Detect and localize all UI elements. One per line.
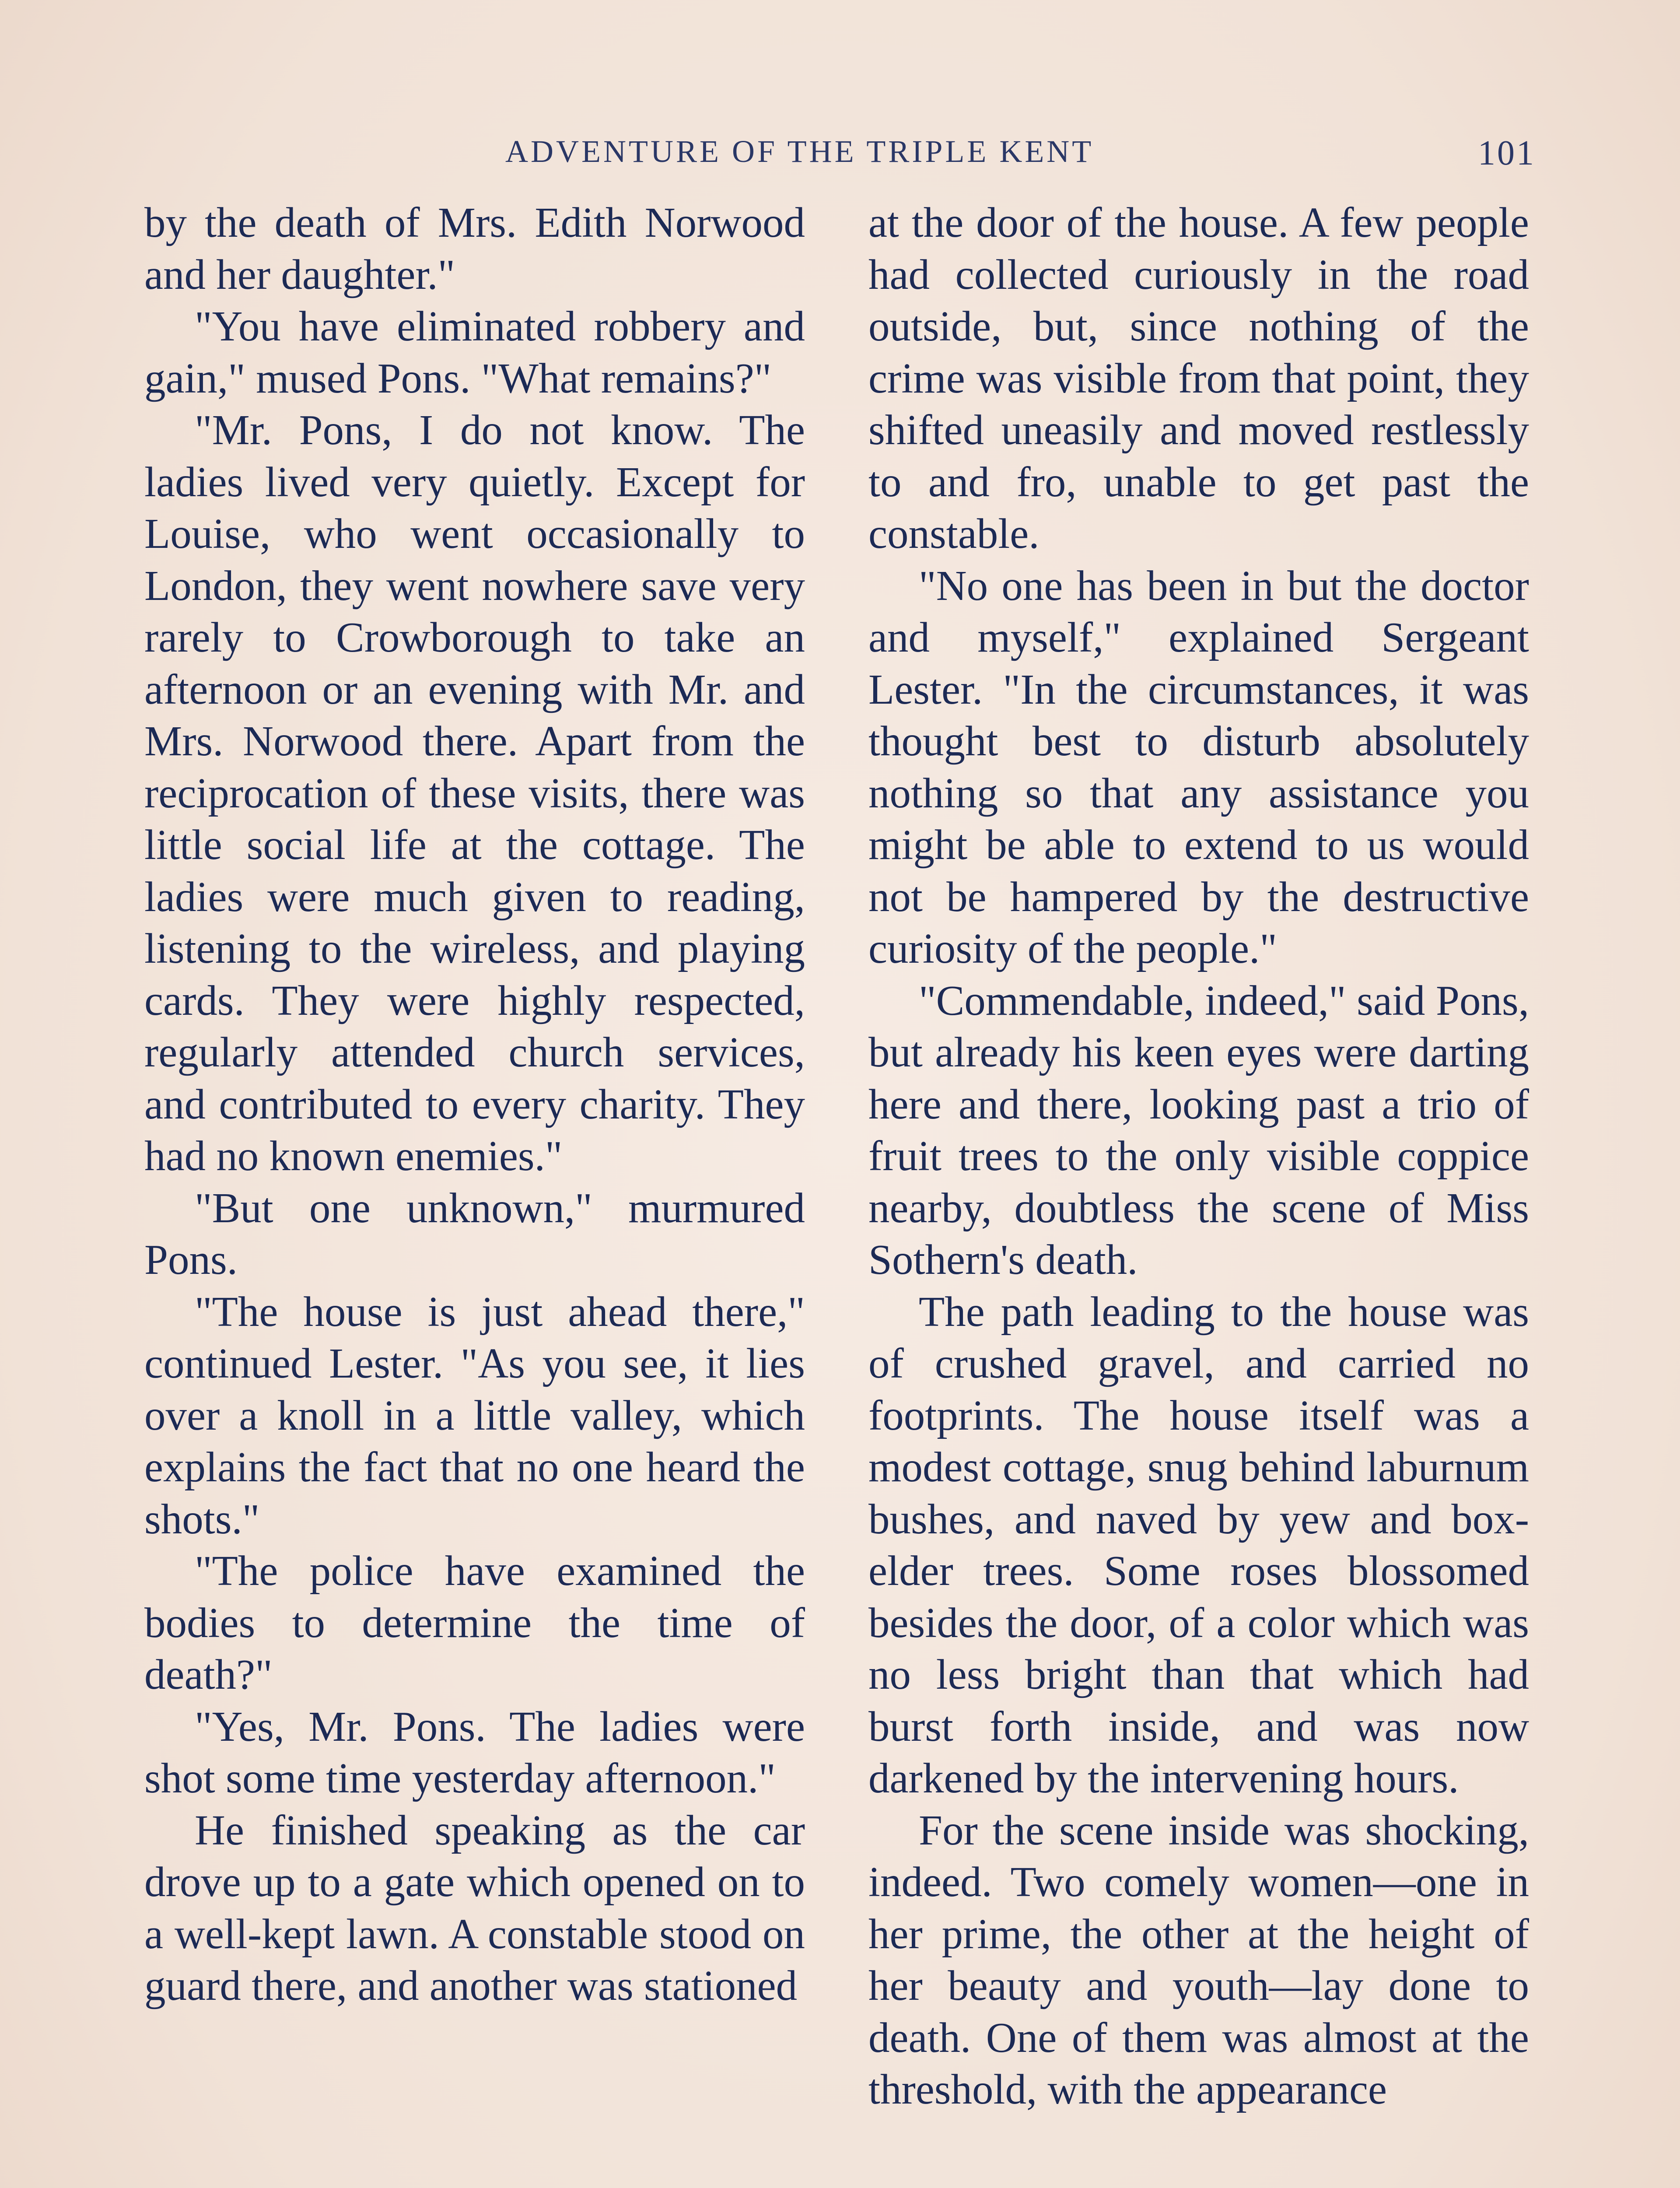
paragraph: at the door of the house. A few people had collected curiously in the road outside, but, since nothing of the crime was visible from that point, they shifted uneasily and moved restlessly to and fro, unable to get past the constable. xyxy=(868,199,1529,557)
paragraph: by the death of Mrs. Edith Norwood and her daughter." xyxy=(144,199,805,298)
paragraph: The path leading to the house was of crushed gravel, and carried no footprints. The house itself was a modest cottage, snug behind laburnum bushes, and naved by yew and box-elder trees. Some roses blossomed besides the door, of a color which was no less bright than that which had burst forth inside, and was now darkened by the intervening hours. xyxy=(868,1288,1529,1802)
page-number: 101 xyxy=(1478,134,1536,172)
paragraph: "But one unknown," murmured Pons. xyxy=(144,1184,805,1283)
paragraph: For the scene inside was shocking, indeed. Two comely women—one in her prime, the other at the height of her beauty and youth—lay done to death. One of them was almost at the threshold, with the appearance xyxy=(868,1806,1529,2113)
paragraph: "The police have examined the bodies to determine the time of death?" xyxy=(144,1547,805,1698)
paragraph: "No one has been in but the doctor and myself," explained Sergeant Lester. "In the circumstances, it was thought best to disturb absolutely nothing so that any assistance you might be able to extend to us would not be hampered by the destructive curiosity of the people." xyxy=(868,562,1529,972)
page-header xyxy=(144,133,1536,173)
paragraph: "Yes, Mr. Pons. The ladies were shot some time yesterday afternoon." xyxy=(144,1703,805,1802)
paragraph: "You have eliminated robbery and gain," mused Pons. "What remains?" xyxy=(144,303,805,402)
paragraph: "Commendable, indeed," said Pons, but already his keen eyes were darting here and there, looking past a trio of fruit trees to the only visible coppice nearby, doubtless the scene of Miss Sothern's death. xyxy=(868,977,1529,1283)
running-title: ADVENTURE OF THE TRIPLE KENT xyxy=(505,134,1094,169)
right-column xyxy=(868,197,1529,2188)
paragraph: He finished speaking as the car drove up to a gate which opened on to a well-kept lawn. A constable stood on guard there, and another was stationed xyxy=(144,1806,805,2009)
left-column xyxy=(144,197,805,2188)
paragraph: "The house is just ahead there," continued Lester. "As you see, it lies over a knoll in a little valley, which explains the fact that no one heard the shots." xyxy=(144,1288,805,1543)
paragraph: "Mr. Pons, I do not know. The ladies lived very quietly. Except for Louise, who went occasionally to London, they went nowhere save very rarely to Crowborough to take an afternoon or an evening with Mr. and Mrs. Norwood there. Apart from the reciprocation of these visits, there was little social life at the cottage. The ladies were much given to reading, listening to the wireless, and playing cards. They were highly respected, regularly attended church services, and contributed to every charity. They had no known enemies." xyxy=(144,407,805,1179)
